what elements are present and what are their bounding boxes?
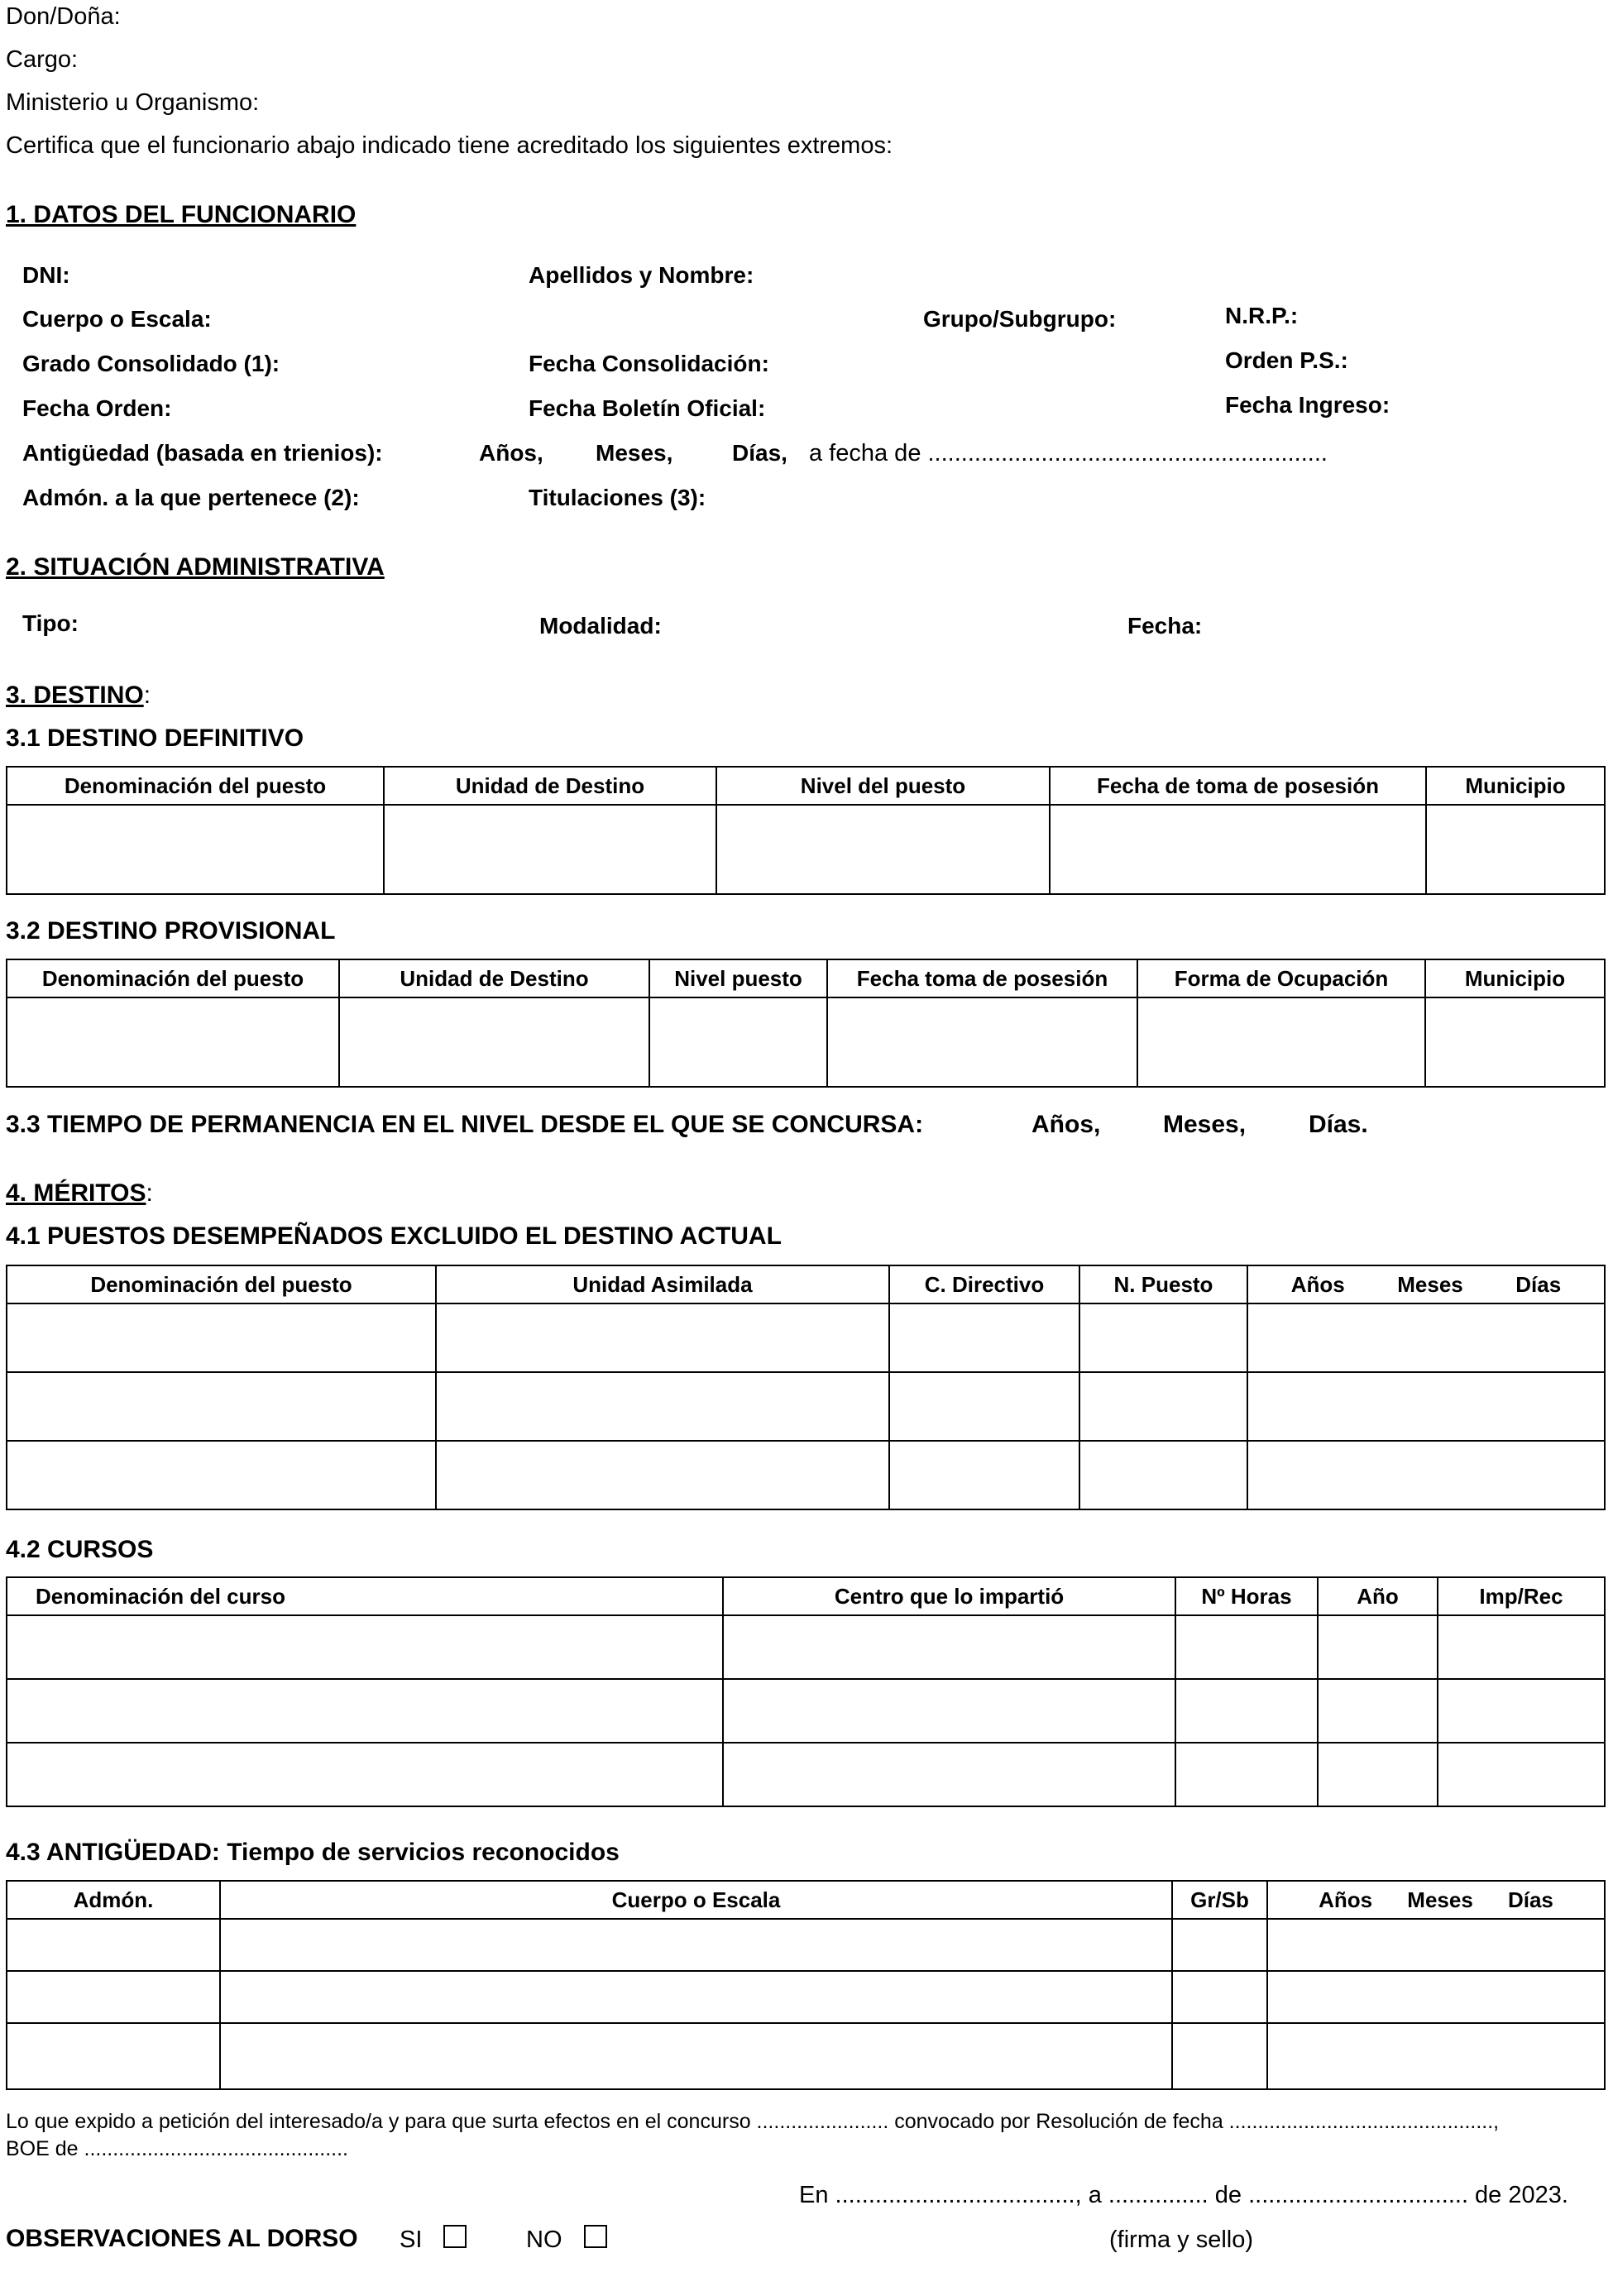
column-header: Año — [1318, 1577, 1438, 1615]
table-cell[interactable] — [7, 1919, 220, 1971]
table-cell[interactable] — [1438, 1615, 1605, 1679]
expide-text-line1: Lo que expido a petición del interesado/a y para que surta efectos en el concurso ....................... convocado por Resolución de fecha .............................................., — [6, 2110, 1500, 2133]
nrp-label: N.R.P.: — [1225, 303, 1299, 328]
antiguedad-meses: Meses, — [596, 440, 673, 466]
table-row — [7, 1615, 1605, 1679]
table-cell[interactable] — [1267, 1971, 1605, 2023]
permanencia-dias: Días. — [1309, 1111, 1368, 1138]
table-cell[interactable] — [716, 805, 1050, 894]
column-header: N. Puesto — [1079, 1265, 1247, 1303]
table-cell[interactable] — [436, 1303, 889, 1372]
section41-title: 4.1 PUESTOS DESEMPEÑADOS EXCLUIDO EL DESTINO ACTUAL — [6, 1222, 782, 1250]
table-cell[interactable] — [1247, 1441, 1605, 1509]
section31-title: 3.1 DESTINO DEFINITIVO — [6, 725, 304, 752]
table-row — [7, 1971, 1605, 2023]
table-cell[interactable] — [7, 1372, 436, 1441]
en-fecha-line: En ...................................., a ............... de ................................. de 2023. — [799, 2182, 1568, 2208]
cargo-label: Cargo: — [6, 46, 79, 73]
column-header: Gr/Sb — [1172, 1881, 1267, 1919]
table-cell[interactable] — [1172, 2023, 1267, 2089]
table-cell[interactable] — [220, 1919, 1172, 1971]
no-label: NO — [526, 2227, 562, 2253]
grado-label: Grado Consolidado (1): — [22, 351, 280, 376]
table-cell[interactable] — [889, 1372, 1079, 1441]
table-cell[interactable] — [723, 1615, 1175, 1679]
permanencia-anos: Años, — [1031, 1111, 1101, 1138]
column-header: Unidad Asimilada — [436, 1265, 889, 1303]
section42-title: 4.2 CURSOS — [6, 1536, 154, 1563]
table-cell[interactable] — [1267, 1919, 1605, 1971]
antiguedad-table — [6, 1880, 1606, 2090]
column-header: Fecha de toma de posesión — [1050, 767, 1426, 805]
table-cell[interactable] — [1247, 1372, 1605, 1441]
puestos-desempenados-table — [6, 1265, 1606, 1510]
no-checkbox[interactable] — [584, 2225, 607, 2248]
table-cell[interactable] — [1247, 1303, 1605, 1372]
table-cell[interactable] — [827, 997, 1137, 1087]
table-cell[interactable] — [384, 805, 716, 894]
table-cell[interactable] — [1438, 1679, 1605, 1743]
fecha-consolidacion-label: Fecha Consolidación: — [529, 351, 769, 376]
dni-label: DNI: — [22, 262, 70, 288]
table-cell[interactable] — [1172, 1919, 1267, 1971]
column-header: Nivel del puesto — [716, 767, 1050, 805]
table-row — [7, 1303, 1605, 1372]
firma-sello-label: (firma y sello) — [1109, 2227, 1254, 2253]
certifica-text: Certifica que el funcionario abajo indicado tiene acreditado los siguientes extremos: — [6, 132, 893, 159]
section33-title: 3.3 TIEMPO DE PERMANENCIA EN EL NIVEL DESDE EL QUE SE CONCURSA: — [6, 1111, 924, 1138]
section3-title-text: 3. DESTINO — [6, 682, 144, 709]
section43-title: 4.3 ANTIGÜEDAD: Tiempo de servicios reconocidos — [6, 1839, 620, 1866]
duration-label: Meses — [1397, 1271, 1463, 1297]
column-header: Nº Horas — [1175, 1577, 1318, 1615]
table-row — [7, 1743, 1605, 1806]
admon-label: Admón. a la que pertenece (2): — [22, 485, 360, 510]
column-header: Nivel puesto — [649, 959, 827, 997]
si-option[interactable] — [400, 2225, 467, 2254]
table-cell[interactable] — [1318, 1679, 1438, 1743]
duration-label: Días — [1507, 1887, 1553, 1912]
table-cell[interactable] — [436, 1441, 889, 1509]
duration-label: Días — [1515, 1271, 1562, 1297]
table-cell[interactable] — [649, 997, 827, 1087]
column-header: Municipio — [1425, 959, 1605, 997]
section2-title: 2. SITUACIÓN ADMINISTRATIVA — [6, 553, 385, 581]
orden-ps-label: Orden P.S.: — [1225, 347, 1348, 373]
fecha-orden-label: Fecha Orden: — [22, 395, 172, 421]
table-cell[interactable] — [7, 2023, 220, 2089]
table-cell[interactable] — [339, 997, 649, 1087]
ministerio-label: Ministerio u Organismo: — [6, 89, 260, 116]
table-cell[interactable] — [1318, 1743, 1438, 1806]
grupo-label: Grupo/Subgrupo: — [923, 306, 1117, 332]
don-dona-label: Don/Doña: — [6, 3, 121, 30]
si-checkbox[interactable] — [443, 2225, 467, 2248]
table-cell[interactable] — [889, 1303, 1079, 1372]
a-fecha-de: a fecha de ............................................................ — [809, 440, 1328, 466]
table-cell[interactable] — [723, 1743, 1175, 1806]
table-cell[interactable] — [1172, 1971, 1267, 2023]
table-cell[interactable] — [1267, 2023, 1605, 2089]
antiguedad-dias: Días, — [732, 440, 787, 466]
duration-header — [1247, 1265, 1605, 1303]
table-cell[interactable] — [1425, 997, 1605, 1087]
table-row — [7, 1372, 1605, 1441]
table-cell[interactable] — [1438, 1743, 1605, 1806]
table-cell[interactable] — [220, 2023, 1172, 2089]
column-header: Denominación del puesto — [7, 959, 339, 997]
table-cell[interactable] — [7, 1303, 436, 1372]
tipo-label: Tipo: — [22, 610, 79, 636]
table-cell[interactable] — [1318, 1615, 1438, 1679]
column-header: Denominación del puesto — [7, 767, 384, 805]
table-row — [7, 997, 1605, 1087]
table-cell[interactable] — [889, 1441, 1079, 1509]
table-cell[interactable] — [7, 1615, 723, 1679]
apellidos-label: Apellidos y Nombre: — [529, 262, 754, 288]
table-cell[interactable] — [220, 1971, 1172, 2023]
table-cell[interactable] — [7, 997, 339, 1087]
column-header: Cuerpo o Escala — [220, 1881, 1172, 1919]
column-header: Unidad de Destino — [384, 767, 716, 805]
section4-title — [6, 1179, 153, 1208]
column-header: Fecha toma de posesión — [827, 959, 1137, 997]
titulaciones-label: Titulaciones (3): — [529, 485, 706, 510]
section4-title-text: 4. MÉRITOS — [6, 1179, 146, 1207]
destino-provisional-table — [6, 959, 1606, 1088]
table-cell[interactable] — [1175, 1615, 1318, 1679]
table-row — [7, 805, 1605, 894]
duration-label: Años — [1290, 1271, 1345, 1297]
table-cell[interactable] — [1079, 1441, 1247, 1509]
duration-label: Meses — [1407, 1887, 1473, 1912]
permanencia-meses: Meses, — [1163, 1111, 1247, 1138]
table-cell[interactable] — [1426, 805, 1605, 894]
duration-header — [1267, 1881, 1605, 1919]
table-cell[interactable] — [723, 1679, 1175, 1743]
table-cell[interactable] — [7, 1679, 723, 1743]
column-header: Centro que lo impartió — [723, 1577, 1175, 1615]
section4-title-colon: : — [146, 1179, 153, 1207]
column-header: Unidad de Destino — [339, 959, 649, 997]
column-header: Denominación del puesto — [7, 1265, 436, 1303]
section1-title: 1. DATOS DEL FUNCIONARIO — [6, 201, 357, 228]
table-cell[interactable] — [1079, 1303, 1247, 1372]
expide-text-line2: BOE de .............................................. — [6, 2137, 349, 2160]
fecha-situacion-label: Fecha: — [1127, 613, 1203, 639]
si-label: SI — [400, 2227, 423, 2253]
column-header: Denominación del curso — [7, 1577, 723, 1615]
destino-definitivo-table — [6, 766, 1606, 895]
table-row — [7, 2023, 1605, 2089]
table-cell[interactable] — [1175, 1743, 1318, 1806]
table-row — [7, 1919, 1605, 1971]
cursos-table — [6, 1576, 1606, 1807]
table-cell[interactable] — [7, 1743, 723, 1806]
no-option[interactable] — [526, 2225, 607, 2254]
modalidad-label: Modalidad: — [539, 613, 662, 639]
column-header: Admón. — [7, 1881, 220, 1919]
observaciones-label: OBSERVACIONES AL DORSO — [6, 2225, 358, 2252]
table-cell[interactable] — [1079, 1372, 1247, 1441]
table-cell[interactable] — [436, 1372, 889, 1441]
cuerpo-label: Cuerpo o Escala: — [22, 306, 212, 332]
column-header: Municipio — [1426, 767, 1605, 805]
antiguedad-label: Antigüedad (basada en trienios): — [22, 440, 383, 466]
table-cell[interactable] — [7, 805, 384, 894]
table-cell[interactable] — [7, 1441, 436, 1509]
table-cell[interactable] — [7, 1971, 220, 2023]
table-row — [7, 1441, 1605, 1509]
section32-title: 3.2 DESTINO PROVISIONAL — [6, 917, 336, 945]
section3-title-colon: : — [143, 682, 151, 709]
duration-label: Años — [1319, 1887, 1373, 1912]
table-cell[interactable] — [1175, 1679, 1318, 1743]
column-header: Forma de Ocupación — [1137, 959, 1425, 997]
section3-title — [6, 682, 151, 710]
table-cell[interactable] — [1137, 997, 1425, 1087]
table-cell[interactable] — [1050, 805, 1426, 894]
column-header: C. Directivo — [889, 1265, 1079, 1303]
fecha-ingreso-label: Fecha Ingreso: — [1225, 392, 1390, 418]
fecha-boletin-label: Fecha Boletín Oficial: — [529, 395, 766, 421]
column-header: Imp/Rec — [1438, 1577, 1605, 1615]
antiguedad-anos: Años, — [479, 440, 543, 466]
table-row — [7, 1679, 1605, 1743]
